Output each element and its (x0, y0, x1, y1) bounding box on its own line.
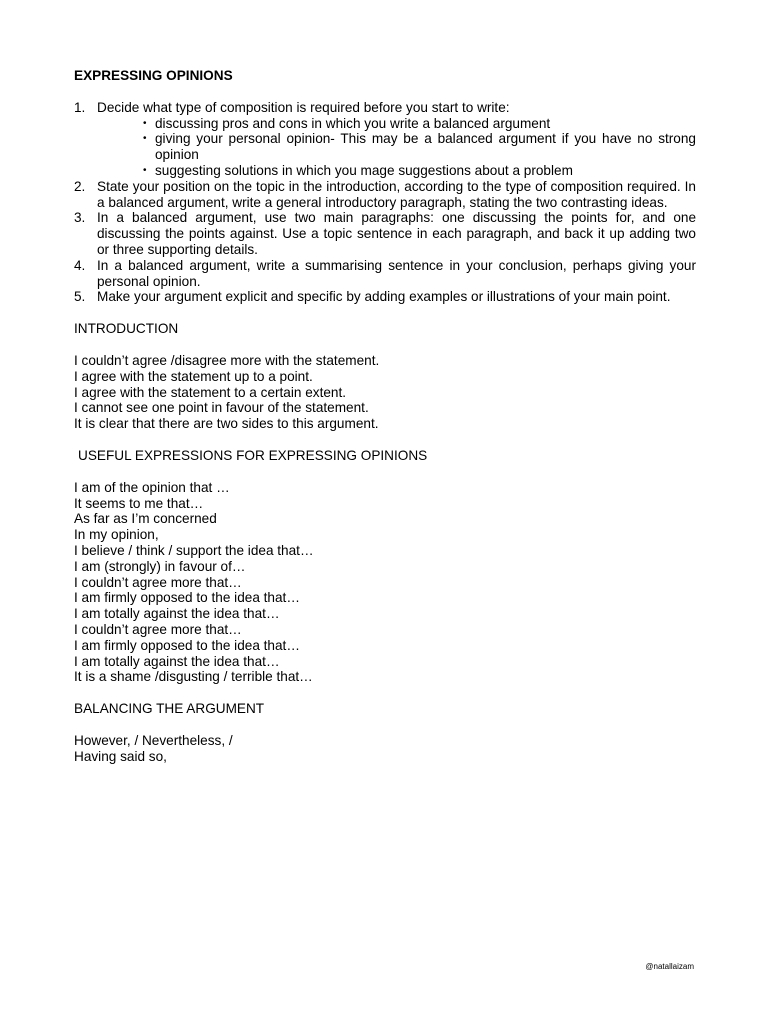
step-number: 4. (74, 257, 86, 273)
step-text: Make your argument explicit and specific by adding examples or illustrations of your main point. (97, 289, 671, 305)
step-text: Decide what type of composition is required before you start to write: (97, 99, 510, 115)
step-number: 1. (74, 99, 86, 115)
step-item (74, 179, 696, 211)
step-text: State your position on the topic in the introduction, according to the type of composition required. In a balanced argument, write a general introductory paragraph, stating the two contrasting ideas. (97, 178, 696, 210)
bullet-text: discussing pros and cons in which you write a balanced argument (155, 115, 551, 131)
step-bullets (97, 116, 696, 179)
step-item (74, 258, 696, 290)
phrase-line: It seems to me that… (74, 495, 204, 511)
phrase-line: I am firmly opposed to the idea that… (74, 637, 300, 653)
step-number: 2. (74, 178, 86, 194)
useful-expressions-heading: USEFUL EXPRESSIONS FOR EXPRESSING OPINIONS (78, 447, 428, 463)
phrase-line: I couldn’t agree more that… (74, 621, 242, 637)
bullet-text: suggesting solutions in which you mage suggestions about a problem (155, 162, 573, 178)
phrase-line: I couldn’t agree /disagree more with the statement. (74, 352, 380, 368)
phrase-line: I am of the opinion that … (74, 479, 230, 495)
balancing-lines (74, 733, 696, 765)
balancing-heading: BALANCING THE ARGUMENT (74, 701, 265, 717)
bullet-icon: • (143, 133, 147, 145)
useful-expressions-lines (74, 480, 696, 685)
footer-credit: @natallaizam (645, 962, 694, 971)
phrase-line: In my opinion, (74, 527, 159, 543)
document-title: EXPRESSING OPINIONS (74, 68, 233, 83)
phrase-line: However, / Nevertheless, / (74, 732, 233, 748)
phrase-line: I couldn’t agree more that… (74, 574, 242, 590)
phrase-line: I am (strongly) in favour of… (74, 558, 246, 574)
bullet-icon: • (143, 117, 147, 129)
bullet-item (143, 116, 696, 132)
phrase-line: It is clear that there are two sides to this argument. (74, 416, 379, 432)
step-item (74, 210, 696, 257)
steps-list (74, 100, 696, 305)
step-number: 3. (74, 210, 86, 226)
phrase-line: I agree with the statement to a certain extent. (74, 384, 347, 400)
phrase-line: I agree with the statement up to a point. (74, 368, 313, 384)
phrase-line: Having said so, (74, 748, 167, 764)
bullet-item (143, 163, 696, 179)
step-number: 5. (74, 289, 86, 305)
step-text: In a balanced argument, write a summarising sentence in your conclusion, perhaps giving your personal opinion. (97, 257, 696, 289)
phrase-line: I believe / think / support the idea that… (74, 542, 314, 558)
phrase-line: As far as I’m concerned (74, 511, 217, 527)
phrase-line: I cannot see one point in favour of the statement. (74, 400, 369, 416)
phrase-line: I am totally against the idea that… (74, 653, 280, 669)
bullet-text: giving your personal opinion- This may be a balanced argument if you have no strong opinion (155, 131, 696, 163)
bullet-icon: • (143, 164, 147, 176)
document-page (74, 68, 696, 764)
step-text: In a balanced argument, use two main paragraphs: one discussing the points for, and one discussing the points against. Use a topic sentence in each paragraph, and back it up adding two or three supporting details. (97, 210, 696, 257)
phrase-line: I am totally against the idea that… (74, 606, 280, 622)
introduction-heading: INTRODUCTION (74, 321, 179, 337)
step-item (74, 100, 696, 179)
step-item (74, 289, 696, 305)
phrase-line: It is a shame /disgusting / terrible that… (74, 669, 313, 685)
phrase-line: I am firmly opposed to the idea that… (74, 590, 300, 606)
introduction-lines (74, 353, 696, 432)
bullet-item (143, 131, 696, 163)
